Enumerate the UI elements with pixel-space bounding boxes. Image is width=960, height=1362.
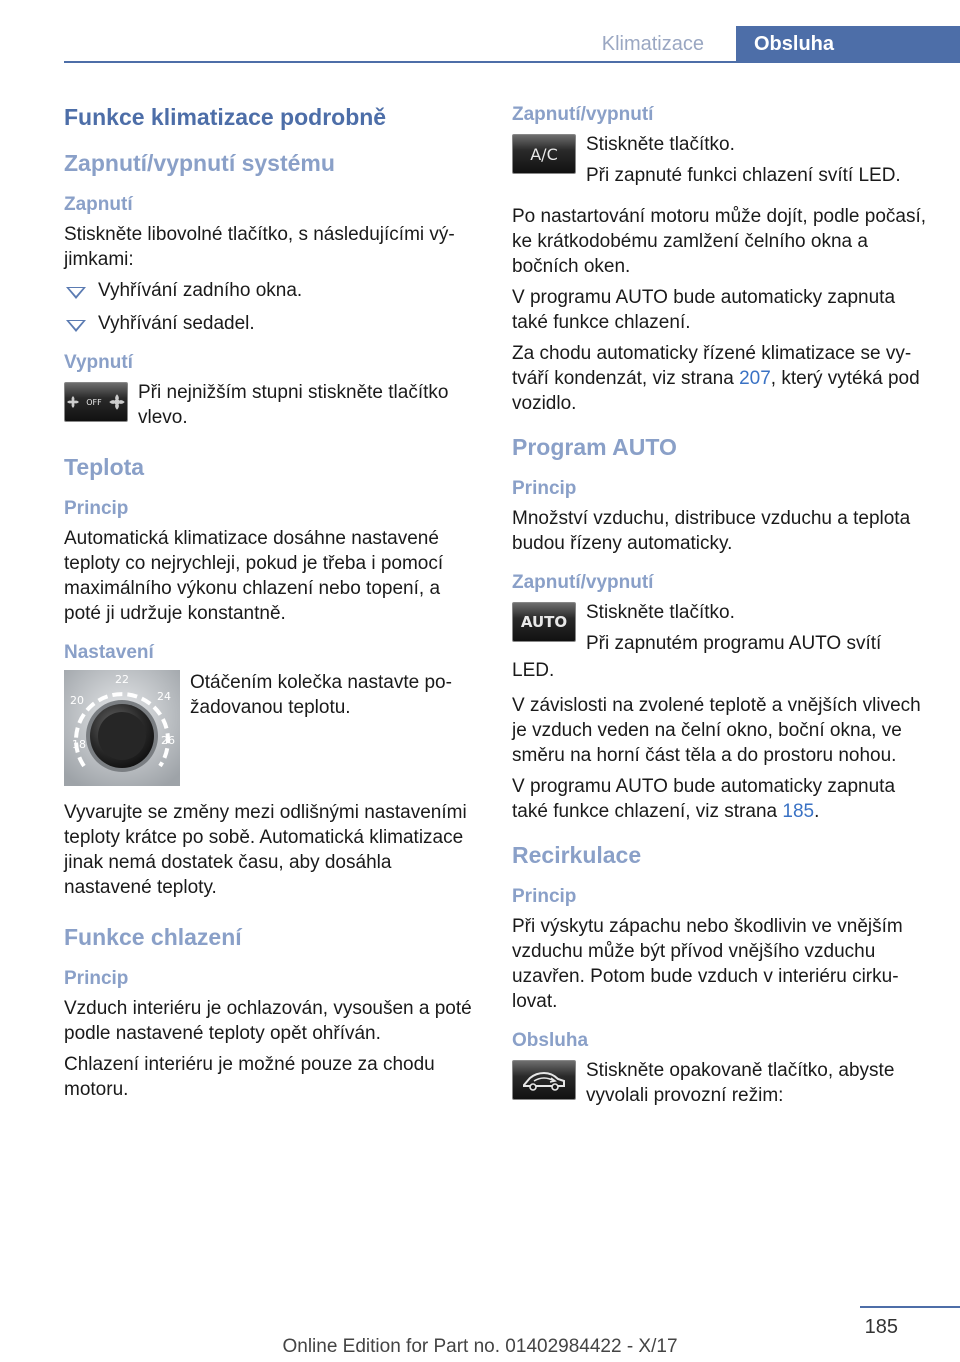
recirculation-principle-text: Při výskytu zápachu nebo škodlivin ve vnějším vzduchu může být přívod vnějšího vzduchu uzavřen. Potom bude vzduch v interiéru cirkulovat. [512, 916, 903, 1012]
fan-small-icon [66, 395, 80, 409]
right-column [512, 96, 928, 1124]
auto-paragraph-2: V programu AUTO bude automaticky zapnuta také funkce chlazení, viz strana 185. [512, 776, 896, 822]
header-active-tab[interactable]: Obsluha [736, 26, 960, 62]
page-link-185[interactable]: 185 [782, 801, 815, 822]
auto-row [512, 600, 928, 662]
ac-text-2: Při zapnuté funkci chlazení svítí LED. [586, 165, 901, 186]
page-number: 185 [864, 1316, 898, 1338]
fan-off-button-image [64, 382, 128, 422]
dial-label-26: 26 [161, 734, 175, 747]
on-text: Stiskněte libovolné tlačítko, s následujícími výjimkami: [64, 224, 455, 270]
header-section-tab[interactable]: Klimatizace [601, 33, 704, 55]
dial-label-20: 20 [70, 694, 84, 707]
cooling-principle-heading: Princip [64, 968, 129, 989]
auto-text-2: Při zapnutém programu AUTO svítí [586, 633, 882, 654]
list-item: Vyhřívání zadního okna. [64, 278, 476, 303]
recirculation-car-icon [520, 1067, 568, 1093]
header-rule [64, 61, 960, 63]
setting-row [64, 670, 476, 786]
off-label: OFF [86, 397, 102, 407]
fan-large-icon [108, 393, 126, 411]
temperature-principle-text: Automatická klimatizace dosáhne nastavené teploty co nejrychleji, pokud je třeba i pomocí maximálního výkonu chlazení nebo topení, a poté ji udržuje konstantně. [64, 528, 444, 624]
page-link-207[interactable]: 207 [739, 368, 771, 389]
cooling-text-1: Vzduch interiéru je ochlazován, vysoušen a poté podle nastavené teploty opět ohříván. [64, 998, 472, 1044]
auto-onoff-heading: Zapnutí/vypnutí [512, 572, 654, 593]
off-row [64, 380, 476, 436]
ac-paragraph-1: Po nastartování motoru může dojít, podle počasí, ke krátkodobému zamlžení čelního okna a bočních oken. [512, 206, 927, 277]
recirculation-row [512, 1058, 928, 1114]
setting-heading: Nastavení [64, 642, 154, 663]
setting-text: Otáčením kolečka nastavte požadovanou teplotu. [190, 672, 452, 718]
recirculation-principle-heading: Princip [512, 886, 577, 907]
ac-paragraph-2: V programu AUTO bude automaticky zapnuta také funkce chlazení. [512, 287, 896, 333]
recirculation-operation-heading: Obsluha [512, 1030, 589, 1051]
ac-button-label: A/C [530, 144, 558, 164]
ac-row [512, 132, 928, 194]
setting-warning: Vyvarujte se změny mezi odlišnými nastaveními teploty krátce po sobě. Automatická klimatizace jinak nemá dostatek času, aby dosáhla nastavené teploty. [64, 802, 467, 898]
ac-text-1: Stiskněte tlačítko. [586, 134, 735, 155]
ac-onoff-heading: Zapnutí/vypnutí [512, 104, 654, 125]
exceptions-list [64, 278, 476, 336]
auto-principle-text: Množství vzduchu, distribuce vzduchu a teplota budou řízeny automaticky. [512, 508, 911, 554]
footer-rule [860, 1306, 960, 1308]
auto-paragraph-1: V závislosti na zvolené teplotě a vnějších vlivech je vzduch veden na čelní okno, boční okna, ve směru na horní část těla a do prostoru nohou. [512, 695, 921, 766]
dial-label-22: 22 [115, 673, 129, 686]
list-item: Vyhřívání sedadel. [64, 311, 476, 336]
dial-label-24: 24 [157, 690, 171, 703]
auto-program-heading: Program AUTO [512, 434, 677, 460]
off-text: Při nejnižším stupni stiskněte tlačítko vlevo. [138, 382, 449, 428]
page-title: Funkce klimatizace podrobně [64, 104, 387, 130]
edition-footer: Online Edition for Part no. 01402984422 - X/17 [282, 1336, 678, 1357]
page-header [0, 0, 960, 62]
cooling-text-2: Chlazení interiéru je možné pouze za chodu motoru. [64, 1054, 435, 1100]
left-column [64, 96, 476, 1108]
bullet-triangle-icon [66, 287, 86, 299]
temperature-heading: Teplota [64, 454, 145, 480]
on-heading: Zapnutí [64, 194, 133, 215]
auto-text-2-continued: LED. [512, 660, 555, 681]
ac-paragraph-3: Za chodu automaticky řízené klimatizace se vytváří kondenzát, viz strana 207, který vytéká pod vozidlo. [512, 343, 920, 414]
auto-button-image [512, 602, 576, 642]
auto-principle-heading: Princip [512, 478, 577, 499]
auto-text-1: Stiskněte tlačítko. [586, 602, 735, 623]
temperature-dial-image [64, 670, 180, 786]
off-heading: Vypnutí [64, 352, 133, 373]
temperature-principle-heading: Princip [64, 498, 129, 519]
dial-label-18: 18 [72, 738, 86, 751]
ac-button-image [512, 134, 576, 174]
cooling-heading: Funkce chlazení [64, 924, 242, 950]
recirculation-heading: Recirkulace [512, 842, 642, 868]
system-heading: Zapnutí/vypnutí systému [64, 150, 335, 176]
auto-button-label: AUTO [520, 613, 568, 631]
recirculation-text: Stiskněte opakovaně tlačítko, abyste vyvolali provozní režim: [586, 1060, 895, 1106]
recirculation-button-image [512, 1060, 576, 1100]
bullet-triangle-icon [66, 320, 86, 332]
